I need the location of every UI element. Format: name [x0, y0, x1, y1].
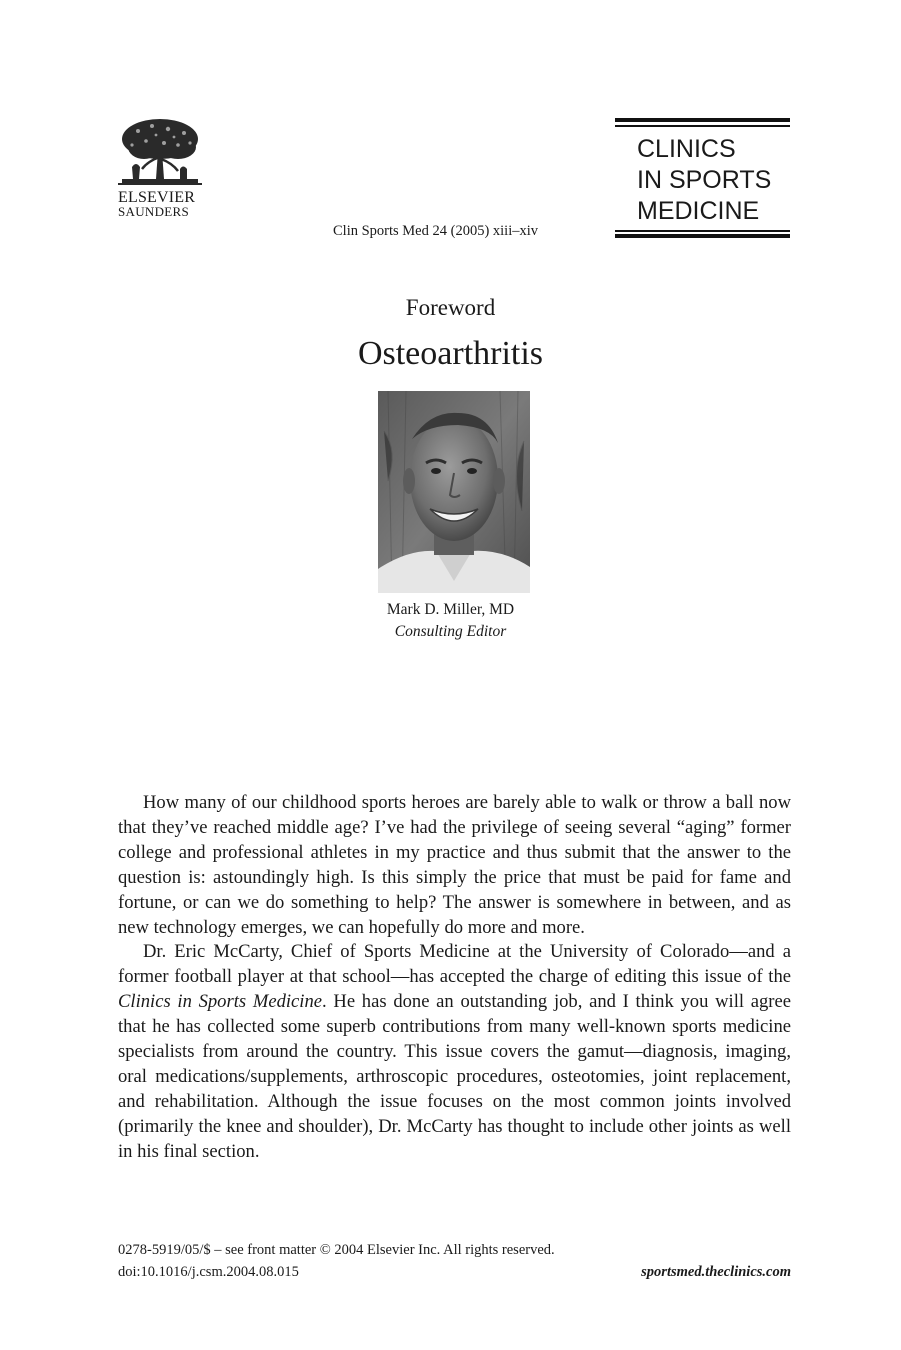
publisher-logo: [118, 117, 204, 219]
author-photo: [378, 391, 530, 593]
journal-name-line: CLINICS: [637, 135, 736, 163]
author-role: Consulting Editor: [394, 623, 507, 640]
top-rule-thick: [615, 118, 790, 122]
author-name: Mark D. Miller, MD: [386, 601, 515, 618]
citation: Clin Sports Med 24 (2005) xiii–xiv: [333, 223, 539, 239]
page-footer: [118, 1239, 791, 1283]
bottom-rule-thin: [615, 230, 790, 232]
top-rule-thin: [615, 125, 790, 127]
text-run: . He has done an outstanding job, and I think you will agree that he has collected some superb contributions from many well-known sports medicine specialists from around the country. This issue covers the gamut—diagnosis, imaging, oral medications/supplements, arthroscopic procedures, osteotomies, joint replacement, and rehabilitation. Although the issue focuses on the most common joints involved (primarily the knee and shoulder), Dr. McCarty has thought to include other joints as well in his final section.: [118, 991, 792, 1162]
journal-name-line: IN SPORTS: [637, 166, 772, 194]
doi: doi:10.1016/j.csm.2004.08.015: [118, 1264, 299, 1280]
publisher-imprint: SAUNDERS: [118, 204, 190, 219]
text-run: Dr. Eric McCarty, Chief of Sports Medicine at the University of Colorado—and a former football player at that school—has accepted the charge of editing this issue of the: [118, 941, 791, 988]
paragraph: How many of our childhood sports heroes are barely able to walk or throw a ball now that they’ve reached middle age? I’ve had the privilege of seeing several “aging” former college and professional athletes in my practice and thus submit that the answer to the question is: astoundingly high. Is this simply the price that must be paid for fame and fortune, or can we do something to help? The answer is somewhere in between, and as new technology emerges, we can hopefully do more and more.: [118, 792, 791, 938]
tree-emblem-icon: [118, 117, 202, 189]
article-title: Osteoarthritis: [357, 335, 544, 372]
publisher-name: ELSEVIER: [118, 189, 196, 206]
paragraph: [118, 940, 791, 1164]
journal-name: [637, 134, 771, 227]
journal-name-line: MEDICINE: [637, 197, 760, 225]
section-label: Foreword: [405, 295, 496, 320]
journal-url-link[interactable]: sportsmed.theclinics.com: [641, 1264, 791, 1280]
journal-reference: Clinics in Sports Medicine: [118, 991, 323, 1013]
journal-masthead: [615, 118, 790, 238]
bottom-rule-thick: [615, 234, 790, 238]
article-body: [118, 791, 791, 1165]
copyright-line: 0278-5919/05/$ – see front matter © 2004 Elsevier Inc. All rights reserved.: [118, 1242, 555, 1258]
